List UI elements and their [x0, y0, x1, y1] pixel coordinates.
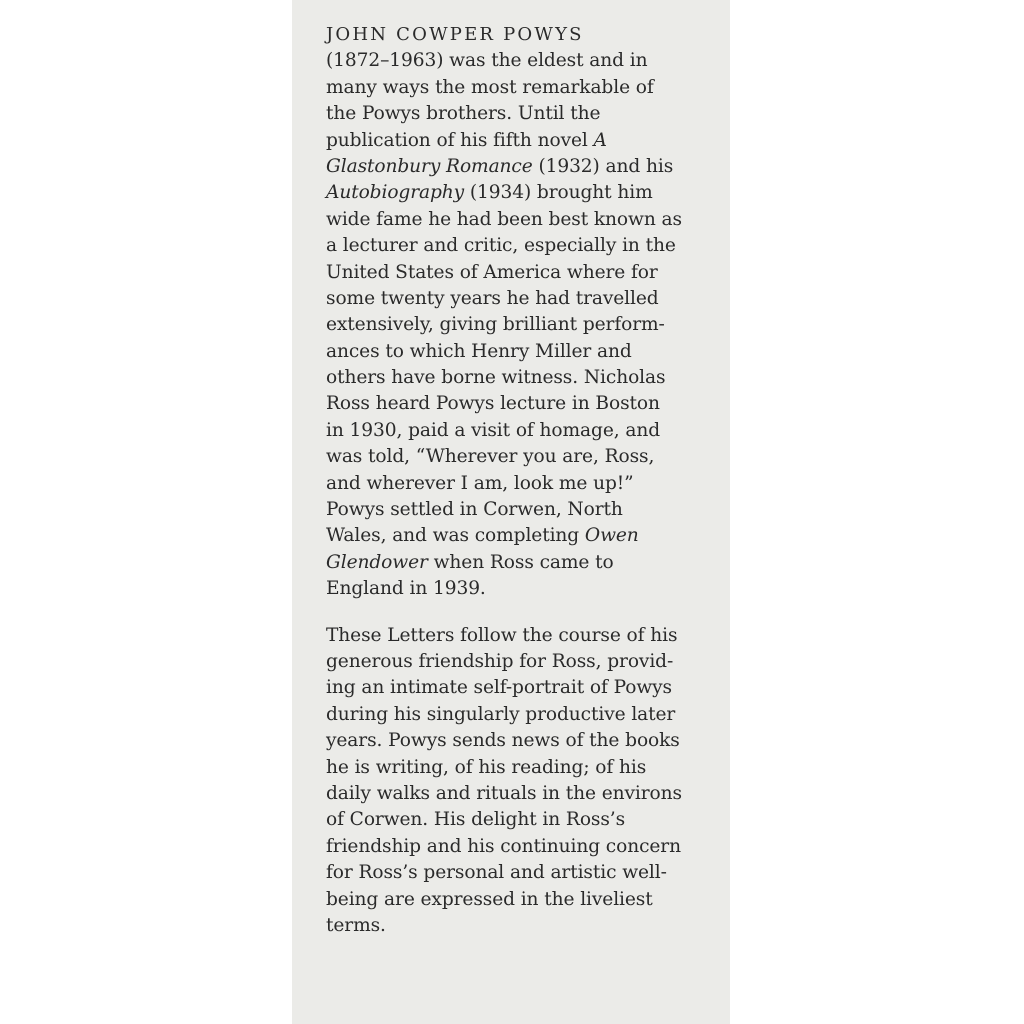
book-title: Autobiography: [326, 182, 465, 204]
text-line: some twenty years he had travelled: [326, 287, 659, 309]
blurb-text: [326, 22, 726, 939]
text-line: was told, “Wherever you are, Ross,: [326, 446, 655, 468]
text-line: Ross heard Powys lecture in Boston: [326, 393, 660, 415]
paragraph-letters: [326, 623, 726, 940]
text-line: in 1930, paid a visit of homage, and: [326, 419, 661, 441]
text-line: These Letters follow the course of his: [326, 624, 678, 646]
author-heading: JOHN COWPER POWYS: [326, 24, 584, 45]
text-line: Wales, and was completing Owen: [326, 525, 639, 547]
text-line: during his singularly productive later: [326, 703, 676, 725]
text-line: friendship and his continuing concern: [326, 835, 681, 857]
text-line: others have borne witness. Nicholas: [326, 367, 666, 389]
book-title: Glastonbury Romance: [326, 155, 533, 177]
text-line: for Ross’s personal and artistic well-: [326, 862, 667, 884]
book-title: Glendower: [326, 551, 428, 573]
text-line: ances to which Henry Miller and: [326, 340, 632, 362]
text-line: the Powys brothers. Until the: [326, 103, 601, 125]
text-line: extensively, giving brilliant perform-: [326, 314, 665, 336]
text-line: a lecturer and critic, especially in the: [326, 235, 676, 257]
text-line: years. Powys sends news of the books: [326, 730, 680, 752]
paragraph-biography: [326, 22, 726, 603]
book-title: A: [593, 129, 607, 151]
text-line: wide fame he had been best known as: [326, 208, 682, 230]
text-line: and wherever I am, look me up!”: [326, 472, 634, 494]
paragraph-spacer: [326, 603, 726, 623]
text-line: terms.: [326, 914, 386, 936]
book-title: Owen: [584, 525, 639, 547]
text-line: being are expressed in the liveliest: [326, 888, 653, 910]
text-line: (1872–1963) was the eldest and in: [326, 50, 648, 72]
text-line: Powys settled in Corwen, North: [326, 499, 623, 521]
text-line: England in 1939.: [326, 578, 486, 600]
text-line: Autobiography (1934) brought him: [326, 182, 653, 204]
text-line: publication of his fifth novel A: [326, 129, 607, 151]
text-line: he is writing, of his reading; of his: [326, 756, 647, 778]
text-line: United States of America where for: [326, 261, 658, 283]
text-line: of Corwen. His delight in Ross’s: [326, 809, 626, 831]
text-line: daily walks and rituals in the environs: [326, 782, 682, 804]
text-line: generous friendship for Ross, provid-: [326, 650, 674, 672]
text-line: many ways the most remarkable of: [326, 76, 654, 98]
text-line: ing an intimate self-portrait of Powys: [326, 677, 673, 699]
text-line: Glastonbury Romance (1932) and his: [326, 155, 674, 177]
text-line: Glendower when Ross came to: [326, 551, 614, 573]
